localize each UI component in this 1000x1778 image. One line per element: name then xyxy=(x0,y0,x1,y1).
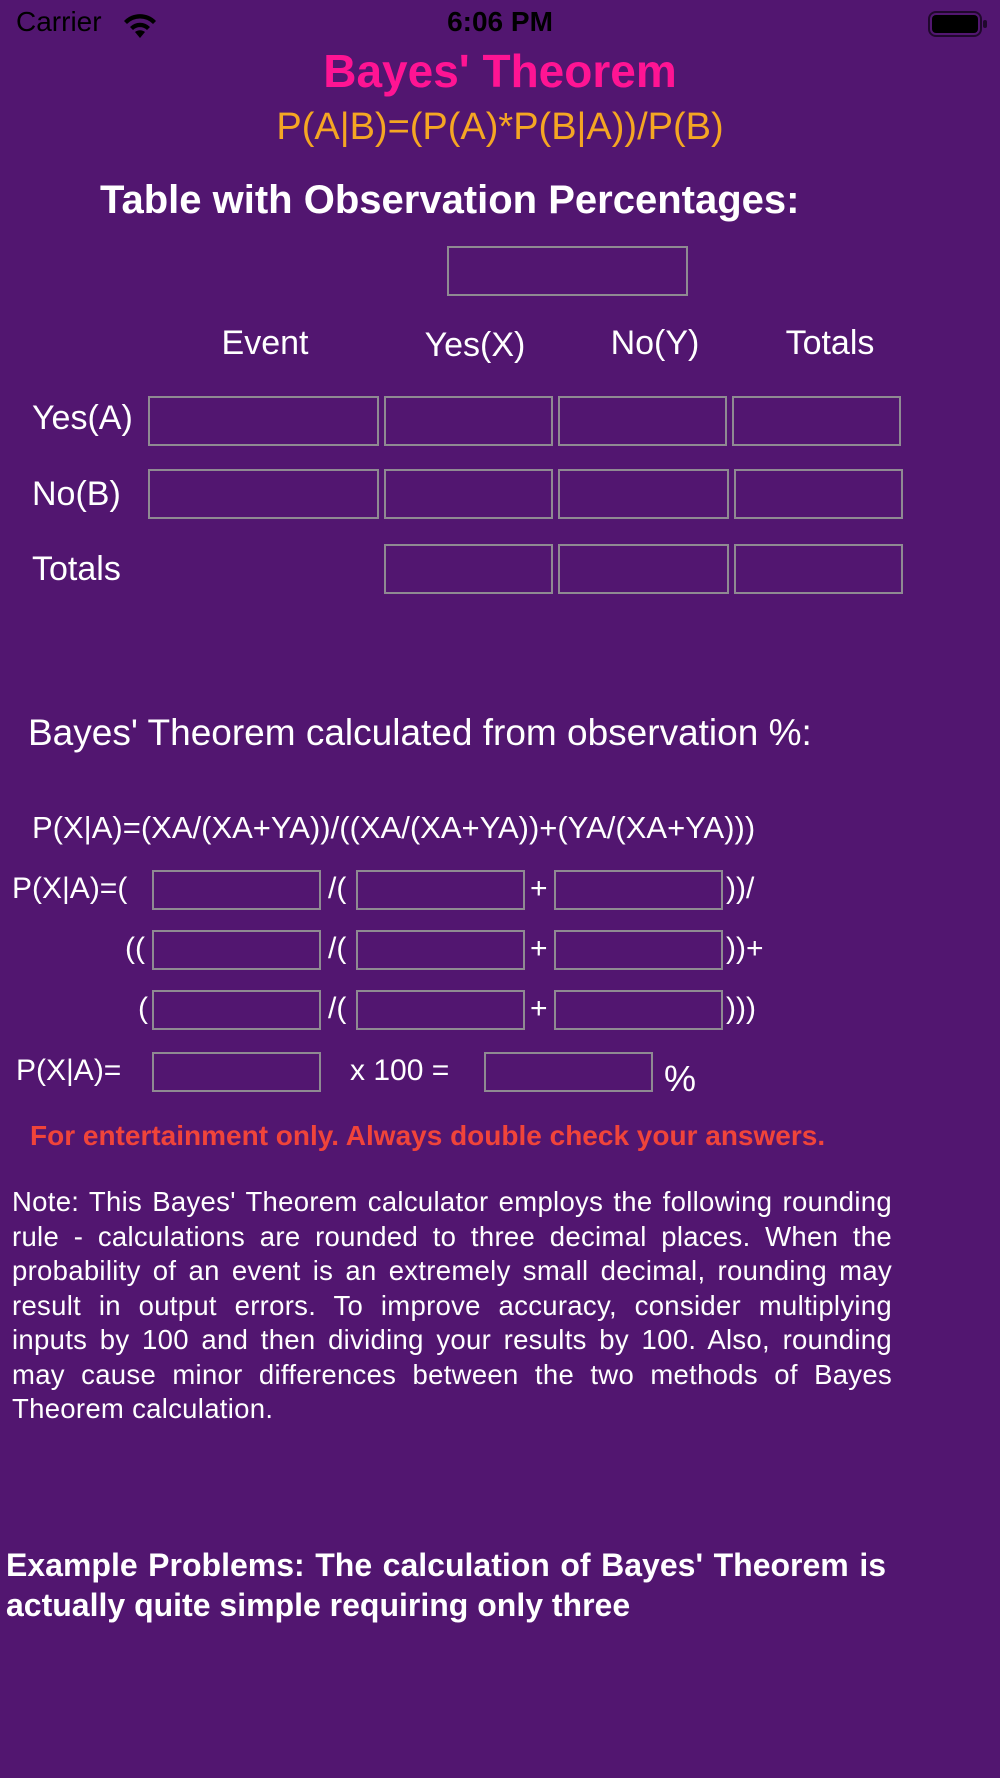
example-problems-text: Example Problems: The calculation of Bayes' Theorem is actually quite simple requiring only three xyxy=(6,1547,886,1623)
line3-xa-input[interactable] xyxy=(356,990,525,1030)
row-label-yes-a: Yes(A) xyxy=(32,399,133,437)
calc-formula: P(X|A)=(XA/(XA+YA))/((XA/(XA+YA))+(YA/(XA+YA))) xyxy=(32,810,756,845)
column-header-totals: Totals xyxy=(785,324,875,362)
line3-suffix: ))) xyxy=(726,992,756,1025)
result-label: P(X|A)= xyxy=(16,1054,122,1087)
multiplier-label: x 100 = xyxy=(350,1054,450,1087)
result-percent-input[interactable] xyxy=(484,1052,653,1092)
total-y-input[interactable] xyxy=(558,544,729,594)
total-x-input[interactable] xyxy=(384,544,553,594)
line2-ya-input[interactable] xyxy=(554,930,723,970)
line3-ya-input[interactable] xyxy=(152,990,321,1030)
line1-div: /( xyxy=(328,872,347,905)
column-header-no-y: No(Y) xyxy=(610,324,700,362)
line1-prefix: P(X|A)=( xyxy=(12,872,128,905)
table-title-input[interactable] xyxy=(447,246,688,296)
line2-div: /( xyxy=(328,932,347,965)
result-probability-input[interactable] xyxy=(152,1052,321,1092)
rounding-note: Note: This Bayes' Theorem calculator employs the following rounding rule - calculations are rounded to three decimal places. When the probability of an event is an extremely small decimal, rounding may result in output errors. To improve accuracy, consider multiplying inputs by 100 and then dividing your results by 100. Also, rounding may cause minor differences between the two methods of Bayes Theorem calculation. xyxy=(12,1186,892,1424)
line1-plus: + xyxy=(530,872,548,905)
total-a-input[interactable] xyxy=(732,396,901,446)
line2-suffix: ))+ xyxy=(726,932,764,965)
line1-xa-input[interactable] xyxy=(152,870,321,910)
column-header-event: Event xyxy=(221,324,309,362)
status-time: 6:06 PM xyxy=(447,6,553,37)
grand-total-input[interactable] xyxy=(734,544,903,594)
xb-input[interactable] xyxy=(384,469,553,519)
calc-heading: Bayes' Theorem calculated from observation %: xyxy=(28,712,812,753)
line1-xa2-input[interactable] xyxy=(356,870,525,910)
line2-prefix: (( xyxy=(125,932,145,965)
row-label-totals: Totals xyxy=(32,550,121,588)
percent-sign: % xyxy=(664,1058,697,1099)
page-title: Bayes' Theorem xyxy=(323,45,677,97)
column-header-yes-x: Yes(X) xyxy=(424,326,526,364)
yb-input[interactable] xyxy=(558,469,729,519)
line2-plus: + xyxy=(530,932,548,965)
line2-xa2-input[interactable] xyxy=(356,930,525,970)
xa-input[interactable] xyxy=(384,396,553,446)
line3-ya2-input[interactable] xyxy=(554,990,723,1030)
line3-div: /( xyxy=(328,992,347,1025)
line3-plus: + xyxy=(530,992,548,1025)
line1-ya-input[interactable] xyxy=(554,870,723,910)
total-b-input[interactable] xyxy=(734,469,903,519)
row-label-no-b: No(B) xyxy=(32,475,121,513)
line2-xa-input[interactable] xyxy=(152,930,321,970)
event-a-input[interactable] xyxy=(148,396,379,446)
event-b-input[interactable] xyxy=(148,469,379,519)
battery-icon xyxy=(928,10,988,43)
disclaimer-text: For entertainment only. Always double check your answers. xyxy=(30,1120,826,1151)
line1-suffix: ))/ xyxy=(726,872,755,905)
carrier-label: Carrier xyxy=(16,6,102,37)
bayes-formula: P(A|B)=(P(A)*P(B|A))/P(B) xyxy=(276,106,724,148)
line3-prefix: ( xyxy=(138,992,148,1025)
table-heading: Table with Observation Percentages: xyxy=(100,178,800,222)
ya-input[interactable] xyxy=(558,396,727,446)
